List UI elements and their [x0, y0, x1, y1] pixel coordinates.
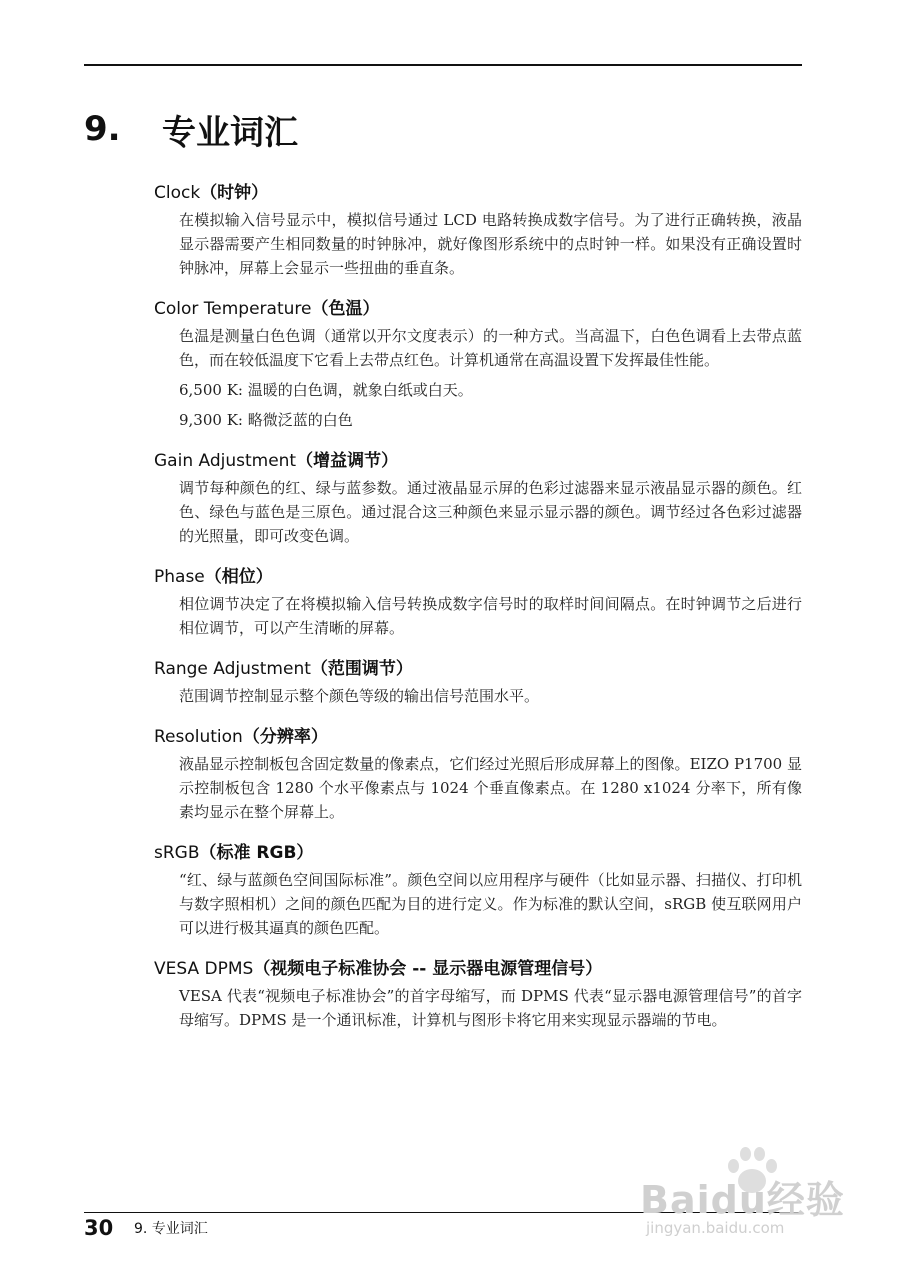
term-description: 在模拟输入信号显示中，模拟信号通过 LCD 电路转换成数字信号。为了进行正确转换，液晶显示器需要产生相同数量的时钟脉冲，就好像图形系统中的点时钟一样。如果没有正确设置时钟脉冲，屏幕上会显示一些扭曲的垂直条。 [179, 211, 802, 277]
term-english: Phase [154, 567, 205, 587]
term-chinese: （视频电子标准协会 -- 显示器电源管理信号） [253, 959, 603, 979]
chapter-title: 专业词汇 [162, 112, 298, 153]
term-english: Clock [154, 183, 201, 203]
term-chinese: （分辨率） [242, 727, 328, 747]
page-footer [84, 1214, 208, 1242]
term-chinese: （相位） [204, 567, 273, 587]
glossary-term [154, 296, 802, 432]
glossary-term [154, 656, 802, 708]
term-english: VESA DPMS [154, 959, 254, 979]
term-chinese: （范围调节） [310, 659, 413, 679]
term-description: 液晶显示控制板包含固定数量的像素点，它们经过光照后形成屏幕上的图像。EIZO P1700 显示控制板包含 1280 个水平像素点与 1024 个垂直像素点。在 1280 x1024 分率下，所有像素均显示在整个屏幕上。 [179, 755, 802, 821]
term-chinese: （时钟） [200, 183, 269, 203]
term-description: 9,300 K: 略微泛蓝的白色 [179, 411, 353, 429]
baidu-watermark [640, 1145, 860, 1245]
term-heading [154, 724, 802, 750]
glossary-term [154, 840, 802, 940]
term-description: 相位调节决定了在将模拟输入信号转换成数字信号时的取样时间间隔点。在时钟调节之后进行相位调节，可以产生清晰的屏幕。 [179, 595, 802, 637]
term-description: 6,500 K: 温暖的白色调，就象白纸或白天。 [179, 381, 473, 399]
term-chinese: （色温） [311, 299, 380, 319]
watermark-brand: Baidu经验 [640, 1178, 845, 1222]
glossary-term [154, 956, 802, 1032]
top-rule [84, 64, 802, 66]
term-heading [154, 564, 802, 590]
term-english: sRGB [154, 843, 200, 863]
term-english: Resolution [154, 727, 243, 747]
term-description: VESA 代表“视频电子标准协会”的首字母缩写，而 DPMS 代表“显示器电源管理信号”的首字母缩写。DPMS 是一个通讯标准，计算机与图形卡将它用来实现显示器端的节电。 [179, 987, 802, 1029]
chapter-heading [84, 104, 298, 154]
term-description: “红、绿与蓝颜色空间国际标准”。颜色空间以应用程序与硬件（比如显示器、扫描仪、打印机与数字照相机）之间的颜色匹配为目的进行定义。作为标准的默认空间，sRGB 使互联网用户可以进行极其逼真的颜色匹配。 [179, 871, 802, 937]
glossary-term [154, 724, 802, 824]
term-description: 范围调节控制显示整个颜色等级的输出信号范围水平。 [179, 687, 540, 705]
footer-section-label: 9. 专业词汇 [134, 1221, 208, 1237]
term-description: 调节每种颜色的红、绿与蓝参数。通过液晶显示屏的色彩过滤器来显示液晶显示器的颜色。红色、绿色与蓝色是三原色。通过混合这三种颜色来显示显示器的颜色。调节经过各色彩过滤器的光照量，即可改变色调。 [179, 479, 802, 545]
term-heading [154, 840, 802, 866]
term-description: 色温是测量白色色调（通常以开尔文度表示）的一种方式。当高温下，白色色调看上去带点蓝色，而在较低温度下它看上去带点红色。计算机通常在高温设置下发挥最佳性能。 [179, 327, 802, 369]
watermark-url: jingyan.baidu.com [646, 1219, 785, 1237]
glossary-term [154, 448, 802, 548]
glossary-list [154, 180, 802, 1048]
term-heading [154, 296, 802, 322]
glossary-term [154, 180, 802, 280]
term-heading [154, 956, 802, 982]
term-heading [154, 656, 802, 682]
term-chinese: （标准 RGB） [199, 843, 314, 863]
term-english: Range Adjustment [154, 659, 311, 679]
term-heading [154, 448, 802, 474]
chapter-number: 9. [84, 109, 121, 149]
page-number: 30 [84, 1216, 114, 1240]
term-chinese: （增益调节） [296, 451, 399, 471]
term-english: Color Temperature [154, 299, 312, 319]
term-english: Gain Adjustment [154, 451, 297, 471]
term-heading [154, 180, 802, 206]
glossary-term [154, 564, 802, 640]
